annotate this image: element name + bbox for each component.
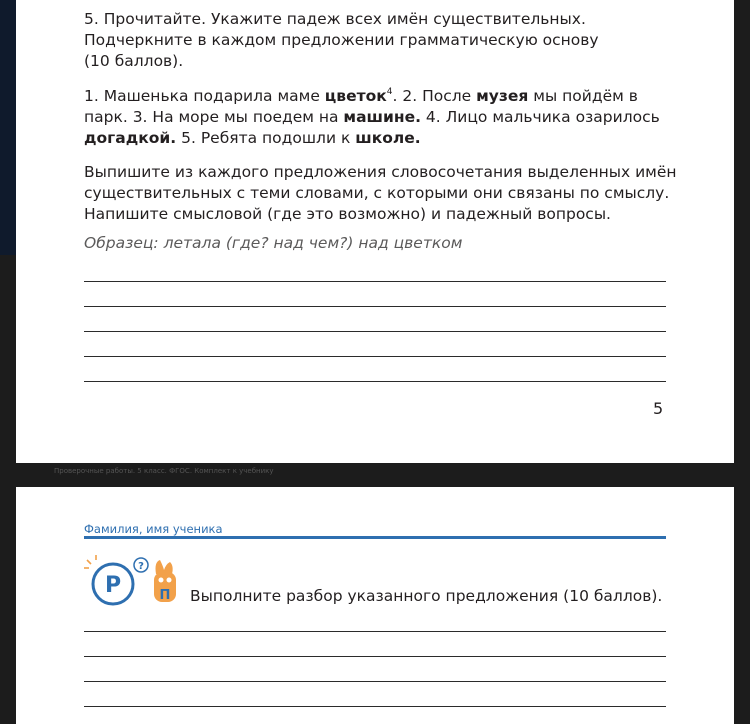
student-name-label: Фамилия, имя ученика	[84, 522, 223, 536]
answer-line-3[interactable]	[84, 331, 666, 332]
sentence-2: 2. После музея мы пойдём в парк.	[84, 87, 638, 126]
character-p-icon	[154, 560, 176, 603]
answer-line-4[interactable]	[84, 356, 666, 357]
worksheet-page-6	[16, 487, 734, 724]
task-icons	[84, 554, 194, 614]
answer-line-6[interactable]	[84, 631, 666, 632]
svg-text:?: ?	[138, 561, 144, 572]
sentence-3: 3. На море мы поедем на машине.	[127, 108, 421, 126]
question-icon	[134, 558, 148, 572]
answer-line-1[interactable]	[84, 281, 666, 282]
answer-line-5[interactable]	[84, 381, 666, 382]
answer-line-2[interactable]	[84, 306, 666, 307]
sample-answer: Образец: летала (где? над чем?) над цветком	[84, 234, 463, 252]
task-5-instruction: Выпишите из каждого предложения словосочетания выделенных имён существительных с теми словами, с которыми они связаны по смыслу. Напишите смысловой (где это возможно) и падежный вопросы.	[84, 163, 677, 223]
answer-line-9[interactable]	[84, 706, 666, 707]
sentence-1: 1. Машенька подарила маме цветок$^4$.	[84, 87, 398, 105]
sentence-5: 5. Ребята подошли к школе.	[176, 129, 421, 147]
answer-line-8[interactable]	[84, 681, 666, 682]
student-name-line[interactable]	[84, 536, 666, 539]
sparkle-icon	[84, 555, 96, 568]
task-5-heading: 5. Прочитайте. Укажите падеж всех имён существительных. Подчеркните в каждом предложении грамматическую основу (10 баллов).	[84, 10, 599, 70]
answer-line-7[interactable]	[84, 656, 666, 657]
footer-note: Проверочные работы. 5 класс. ФГОС. Комплект к учебнику	[54, 467, 274, 475]
svg-text:Р: Р	[104, 573, 122, 598]
task-5-sentences	[84, 86, 674, 149]
worksheet-page-5	[16, 0, 734, 463]
page-number: 5	[653, 399, 664, 418]
task-6-text: Выполните разбор указанного предложения (10 баллов).	[190, 587, 663, 605]
parsing-r-icon	[93, 564, 133, 604]
background-strip	[0, 0, 16, 255]
sentence-4: 4. Лицо мальчика озарилось догадкой.	[84, 108, 660, 147]
svg-text:П: П	[159, 588, 171, 603]
